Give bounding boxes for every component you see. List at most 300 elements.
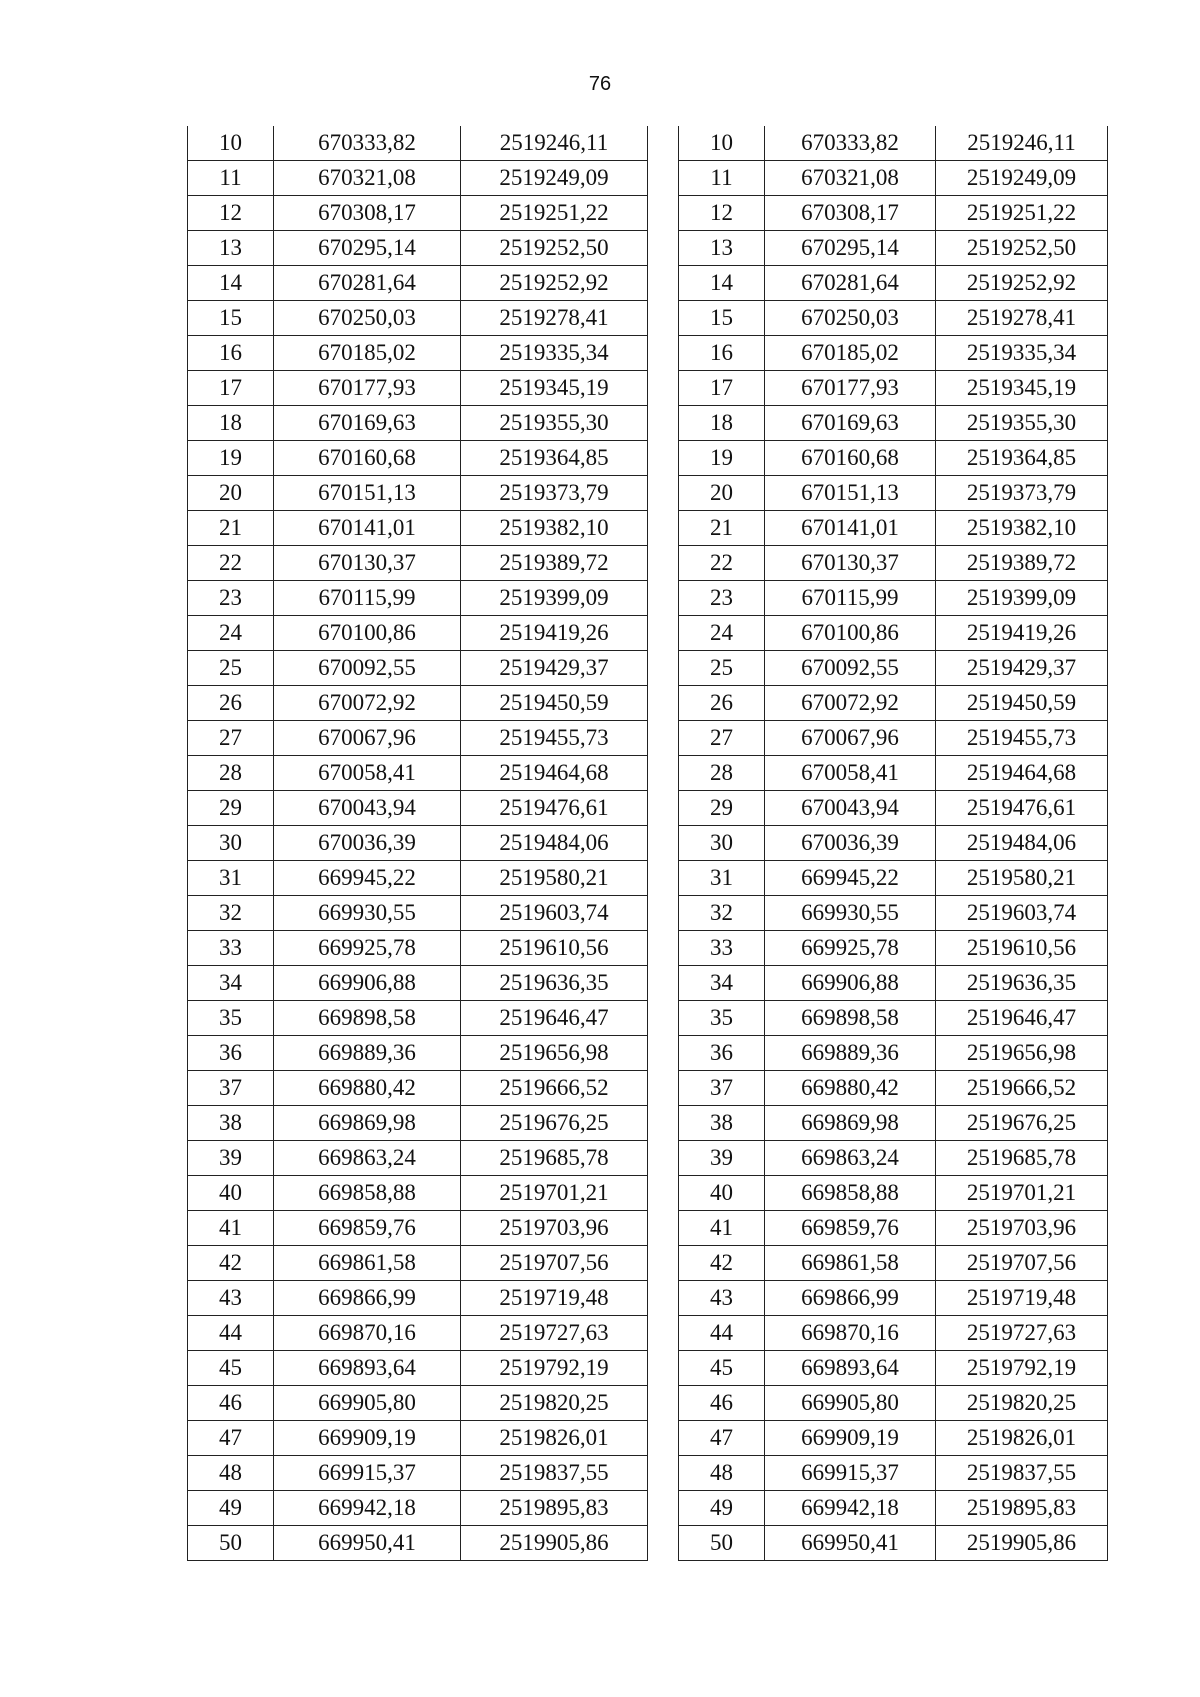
- x-coordinate-cell: 669889,36: [765, 1036, 936, 1071]
- x-coordinate-cell: 670092,55: [274, 651, 461, 686]
- point-number-cell: 31: [679, 861, 765, 896]
- x-coordinate-cell: 669861,58: [765, 1246, 936, 1281]
- table-row: [679, 1001, 1108, 1036]
- y-coordinate-cell: 2519580,21: [936, 861, 1108, 896]
- point-number-cell: 19: [679, 441, 765, 476]
- table-row: [188, 1351, 648, 1386]
- y-coordinate-cell: 2519685,78: [936, 1141, 1108, 1176]
- point-number-cell: 23: [188, 581, 274, 616]
- y-coordinate-cell: 2519455,73: [936, 721, 1108, 756]
- table-row: [188, 196, 648, 231]
- point-number-cell: 36: [679, 1036, 765, 1071]
- table-row: [188, 406, 648, 441]
- y-coordinate-cell: 2519719,48: [936, 1281, 1108, 1316]
- x-coordinate-cell: 669942,18: [274, 1491, 461, 1526]
- y-coordinate-cell: 2519484,06: [461, 826, 648, 861]
- table-row: [679, 616, 1108, 651]
- table-row: [188, 1386, 648, 1421]
- table-row: [679, 896, 1108, 931]
- y-coordinate-cell: 2519355,30: [461, 406, 648, 441]
- table-row: [679, 931, 1108, 966]
- x-coordinate-cell: 669861,58: [274, 1246, 461, 1281]
- y-coordinate-cell: 2519707,56: [461, 1246, 648, 1281]
- x-coordinate-cell: 670141,01: [274, 511, 461, 546]
- y-coordinate-cell: 2519484,06: [936, 826, 1108, 861]
- point-number-cell: 45: [188, 1351, 274, 1386]
- x-coordinate-cell: 669893,64: [274, 1351, 461, 1386]
- y-coordinate-cell: 2519727,63: [461, 1316, 648, 1351]
- table-row: [679, 791, 1108, 826]
- point-number-cell: 40: [188, 1176, 274, 1211]
- y-coordinate-cell: 2519476,61: [461, 791, 648, 826]
- y-coordinate-cell: 2519905,86: [461, 1526, 648, 1561]
- y-coordinate-cell: 2519610,56: [936, 931, 1108, 966]
- y-coordinate-cell: 2519837,55: [461, 1456, 648, 1491]
- y-coordinate-cell: 2519826,01: [936, 1421, 1108, 1456]
- y-coordinate-cell: 2519335,34: [461, 336, 648, 371]
- x-coordinate-cell: 669870,16: [274, 1316, 461, 1351]
- y-coordinate-cell: 2519389,72: [461, 546, 648, 581]
- point-number-cell: 43: [188, 1281, 274, 1316]
- table-row: [679, 1386, 1108, 1421]
- x-coordinate-cell: 669915,37: [765, 1456, 936, 1491]
- table-row: [679, 511, 1108, 546]
- x-coordinate-cell: 670067,96: [765, 721, 936, 756]
- table-row: [188, 231, 648, 266]
- point-number-cell: 45: [679, 1351, 765, 1386]
- point-number-cell: 49: [679, 1491, 765, 1526]
- point-number-cell: 46: [188, 1386, 274, 1421]
- table-row: [188, 651, 648, 686]
- y-coordinate-cell: 2519685,78: [461, 1141, 648, 1176]
- y-coordinate-cell: 2519636,35: [461, 966, 648, 1001]
- x-coordinate-cell: 670043,94: [274, 791, 461, 826]
- table-row: [188, 1141, 648, 1176]
- y-coordinate-cell: 2519335,34: [936, 336, 1108, 371]
- x-coordinate-cell: 669925,78: [274, 931, 461, 966]
- y-coordinate-cell: 2519905,86: [936, 1526, 1108, 1561]
- table-row: [679, 336, 1108, 371]
- x-coordinate-cell: 669909,19: [274, 1421, 461, 1456]
- x-coordinate-cell: 670036,39: [274, 826, 461, 861]
- point-number-cell: 17: [679, 371, 765, 406]
- y-coordinate-cell: 2519666,52: [936, 1071, 1108, 1106]
- y-coordinate-cell: 2519251,22: [936, 196, 1108, 231]
- point-number-cell: 42: [679, 1246, 765, 1281]
- x-coordinate-cell: 669870,16: [765, 1316, 936, 1351]
- x-coordinate-cell: 670130,37: [274, 546, 461, 581]
- table-row: [188, 896, 648, 931]
- y-coordinate-cell: 2519719,48: [461, 1281, 648, 1316]
- x-coordinate-cell: 669945,22: [765, 861, 936, 896]
- table-row: [188, 1491, 648, 1526]
- page-number: 76: [588, 73, 612, 95]
- point-number-cell: 12: [188, 196, 274, 231]
- table-row: [188, 931, 648, 966]
- table-row: [188, 1211, 648, 1246]
- point-number-cell: 28: [679, 756, 765, 791]
- y-coordinate-cell: 2519464,68: [936, 756, 1108, 791]
- point-number-cell: 47: [679, 1421, 765, 1456]
- point-number-cell: 44: [679, 1316, 765, 1351]
- y-coordinate-cell: 2519278,41: [461, 301, 648, 336]
- point-number-cell: 29: [188, 791, 274, 826]
- point-number-cell: 33: [679, 931, 765, 966]
- y-coordinate-cell: 2519429,37: [936, 651, 1108, 686]
- y-coordinate-cell: 2519656,98: [461, 1036, 648, 1071]
- x-coordinate-cell: 670092,55: [765, 651, 936, 686]
- y-coordinate-cell: 2519345,19: [461, 371, 648, 406]
- point-number-cell: 15: [679, 301, 765, 336]
- point-number-cell: 29: [679, 791, 765, 826]
- y-coordinate-cell: 2519455,73: [461, 721, 648, 756]
- y-coordinate-cell: 2519476,61: [936, 791, 1108, 826]
- y-coordinate-cell: 2519419,26: [461, 616, 648, 651]
- point-number-cell: 46: [679, 1386, 765, 1421]
- point-number-cell: 43: [679, 1281, 765, 1316]
- x-coordinate-cell: 669905,80: [274, 1386, 461, 1421]
- table-row: [188, 1036, 648, 1071]
- x-coordinate-cell: 669905,80: [765, 1386, 936, 1421]
- table-row: [188, 791, 648, 826]
- x-coordinate-cell: 670072,92: [274, 686, 461, 721]
- point-number-cell: 48: [679, 1456, 765, 1491]
- x-coordinate-cell: 669925,78: [765, 931, 936, 966]
- table-row: [679, 301, 1108, 336]
- x-coordinate-cell: 669942,18: [765, 1491, 936, 1526]
- table-row: [679, 266, 1108, 301]
- x-coordinate-cell: 670169,63: [765, 406, 936, 441]
- point-number-cell: 49: [188, 1491, 274, 1526]
- table-row: [679, 1071, 1108, 1106]
- y-coordinate-cell: 2519419,26: [936, 616, 1108, 651]
- y-coordinate-cell: 2519703,96: [461, 1211, 648, 1246]
- coordinates-table-right: [678, 126, 1108, 1561]
- point-number-cell: 47: [188, 1421, 274, 1456]
- table-row: [188, 966, 648, 1001]
- table-row: [679, 1421, 1108, 1456]
- y-coordinate-cell: 2519636,35: [936, 966, 1108, 1001]
- x-coordinate-cell: 669880,42: [274, 1071, 461, 1106]
- table-row: [679, 1456, 1108, 1491]
- y-coordinate-cell: 2519820,25: [936, 1386, 1108, 1421]
- table-row: [679, 1176, 1108, 1211]
- table-row: [679, 196, 1108, 231]
- table-row: [188, 1176, 648, 1211]
- point-number-cell: 50: [188, 1526, 274, 1561]
- point-number-cell: 18: [679, 406, 765, 441]
- x-coordinate-cell: 669950,41: [765, 1526, 936, 1561]
- x-coordinate-cell: 670130,37: [765, 546, 936, 581]
- y-coordinate-cell: 2519676,25: [461, 1106, 648, 1141]
- y-coordinate-cell: 2519666,52: [461, 1071, 648, 1106]
- x-coordinate-cell: 670308,17: [274, 196, 461, 231]
- y-coordinate-cell: 2519246,11: [461, 126, 648, 161]
- x-coordinate-cell: 669866,99: [274, 1281, 461, 1316]
- y-coordinate-cell: 2519610,56: [461, 931, 648, 966]
- point-number-cell: 21: [679, 511, 765, 546]
- y-coordinate-cell: 2519464,68: [461, 756, 648, 791]
- coordinates-table-left: [187, 126, 648, 1561]
- point-number-cell: 19: [188, 441, 274, 476]
- table-row: [188, 861, 648, 896]
- x-coordinate-cell: 670100,86: [274, 616, 461, 651]
- y-coordinate-cell: 2519895,83: [461, 1491, 648, 1526]
- coordinates-table-right-body: [679, 126, 1108, 1561]
- x-coordinate-cell: 670185,02: [765, 336, 936, 371]
- table-row: [188, 511, 648, 546]
- table-row: [679, 756, 1108, 791]
- table-row: [188, 756, 648, 791]
- x-coordinate-cell: 670177,93: [765, 371, 936, 406]
- point-number-cell: 37: [679, 1071, 765, 1106]
- x-coordinate-cell: 670333,82: [274, 126, 461, 161]
- y-coordinate-cell: 2519252,92: [936, 266, 1108, 301]
- x-coordinate-cell: 669893,64: [765, 1351, 936, 1386]
- table-row: [188, 1001, 648, 1036]
- x-coordinate-cell: 670115,99: [765, 581, 936, 616]
- y-coordinate-cell: 2519701,21: [461, 1176, 648, 1211]
- table-row: [188, 1106, 648, 1141]
- point-number-cell: 32: [679, 896, 765, 931]
- y-coordinate-cell: 2519646,47: [936, 1001, 1108, 1036]
- y-coordinate-cell: 2519251,22: [461, 196, 648, 231]
- y-coordinate-cell: 2519603,74: [461, 896, 648, 931]
- y-coordinate-cell: 2519399,09: [461, 581, 648, 616]
- x-coordinate-cell: 670160,68: [765, 441, 936, 476]
- point-number-cell: 35: [679, 1001, 765, 1036]
- point-number-cell: 31: [188, 861, 274, 896]
- y-coordinate-cell: 2519252,50: [936, 231, 1108, 266]
- point-number-cell: 39: [188, 1141, 274, 1176]
- table-row: [188, 1246, 648, 1281]
- point-number-cell: 41: [679, 1211, 765, 1246]
- table-row: [679, 1036, 1108, 1071]
- x-coordinate-cell: 670321,08: [765, 161, 936, 196]
- x-coordinate-cell: 669930,55: [274, 896, 461, 931]
- point-number-cell: 50: [679, 1526, 765, 1561]
- x-coordinate-cell: 670058,41: [274, 756, 461, 791]
- table-row: [188, 161, 648, 196]
- x-coordinate-cell: 670295,14: [765, 231, 936, 266]
- y-coordinate-cell: 2519382,10: [461, 511, 648, 546]
- point-number-cell: 11: [188, 161, 274, 196]
- point-number-cell: 39: [679, 1141, 765, 1176]
- table-row: [188, 336, 648, 371]
- table-row: [679, 686, 1108, 721]
- point-number-cell: 26: [679, 686, 765, 721]
- x-coordinate-cell: 669909,19: [765, 1421, 936, 1456]
- point-number-cell: 37: [188, 1071, 274, 1106]
- x-coordinate-cell: 669906,88: [765, 966, 936, 1001]
- x-coordinate-cell: 669930,55: [765, 896, 936, 931]
- table-row: [679, 826, 1108, 861]
- table-row: [188, 581, 648, 616]
- y-coordinate-cell: 2519450,59: [461, 686, 648, 721]
- x-coordinate-cell: 670308,17: [765, 196, 936, 231]
- table-row: [188, 1281, 648, 1316]
- x-coordinate-cell: 670072,92: [765, 686, 936, 721]
- point-number-cell: 13: [188, 231, 274, 266]
- table-row: [679, 441, 1108, 476]
- point-number-cell: 10: [188, 126, 274, 161]
- x-coordinate-cell: 670169,63: [274, 406, 461, 441]
- y-coordinate-cell: 2519792,19: [461, 1351, 648, 1386]
- point-number-cell: 16: [188, 336, 274, 371]
- y-coordinate-cell: 2519373,79: [461, 476, 648, 511]
- point-number-cell: 15: [188, 301, 274, 336]
- x-coordinate-cell: 669866,99: [765, 1281, 936, 1316]
- y-coordinate-cell: 2519701,21: [936, 1176, 1108, 1211]
- y-coordinate-cell: 2519399,09: [936, 581, 1108, 616]
- table-row: [188, 266, 648, 301]
- point-number-cell: 41: [188, 1211, 274, 1246]
- y-coordinate-cell: 2519278,41: [936, 301, 1108, 336]
- x-coordinate-cell: 669859,76: [765, 1211, 936, 1246]
- x-coordinate-cell: 670036,39: [765, 826, 936, 861]
- x-coordinate-cell: 670115,99: [274, 581, 461, 616]
- y-coordinate-cell: 2519249,09: [936, 161, 1108, 196]
- point-number-cell: 22: [188, 546, 274, 581]
- x-coordinate-cell: 670100,86: [765, 616, 936, 651]
- table-row: [188, 476, 648, 511]
- x-coordinate-cell: 669869,98: [765, 1106, 936, 1141]
- y-coordinate-cell: 2519646,47: [461, 1001, 648, 1036]
- y-coordinate-cell: 2519656,98: [936, 1036, 1108, 1071]
- x-coordinate-cell: 669950,41: [274, 1526, 461, 1561]
- x-coordinate-cell: 669945,22: [274, 861, 461, 896]
- x-coordinate-cell: 670185,02: [274, 336, 461, 371]
- y-coordinate-cell: 2519355,30: [936, 406, 1108, 441]
- y-coordinate-cell: 2519252,92: [461, 266, 648, 301]
- table-row: [679, 406, 1108, 441]
- point-number-cell: 28: [188, 756, 274, 791]
- point-number-cell: 21: [188, 511, 274, 546]
- y-coordinate-cell: 2519895,83: [936, 1491, 1108, 1526]
- x-coordinate-cell: 670250,03: [274, 301, 461, 336]
- y-coordinate-cell: 2519429,37: [461, 651, 648, 686]
- table-row: [679, 546, 1108, 581]
- table-row: [679, 651, 1108, 686]
- x-coordinate-cell: 669863,24: [765, 1141, 936, 1176]
- y-coordinate-cell: 2519364,85: [936, 441, 1108, 476]
- y-coordinate-cell: 2519703,96: [936, 1211, 1108, 1246]
- x-coordinate-cell: 670281,64: [274, 266, 461, 301]
- table-row: [188, 441, 648, 476]
- table-row: [188, 546, 648, 581]
- table-row: [679, 1211, 1108, 1246]
- y-coordinate-cell: 2519382,10: [936, 511, 1108, 546]
- point-number-cell: 32: [188, 896, 274, 931]
- y-coordinate-cell: 2519450,59: [936, 686, 1108, 721]
- table-row: [188, 1421, 648, 1456]
- y-coordinate-cell: 2519603,74: [936, 896, 1108, 931]
- point-number-cell: 25: [188, 651, 274, 686]
- table-row: [679, 966, 1108, 1001]
- x-coordinate-cell: 669858,88: [765, 1176, 936, 1211]
- point-number-cell: 36: [188, 1036, 274, 1071]
- point-number-cell: 17: [188, 371, 274, 406]
- point-number-cell: 40: [679, 1176, 765, 1211]
- table-row: [679, 476, 1108, 511]
- y-coordinate-cell: 2519389,72: [936, 546, 1108, 581]
- point-number-cell: 25: [679, 651, 765, 686]
- x-coordinate-cell: 670321,08: [274, 161, 461, 196]
- point-number-cell: 20: [679, 476, 765, 511]
- y-coordinate-cell: 2519373,79: [936, 476, 1108, 511]
- point-number-cell: 33: [188, 931, 274, 966]
- table-row: [679, 1526, 1108, 1561]
- point-number-cell: 12: [679, 196, 765, 231]
- y-coordinate-cell: 2519837,55: [936, 1456, 1108, 1491]
- x-coordinate-cell: 669898,58: [765, 1001, 936, 1036]
- table-row: [679, 126, 1108, 161]
- table-row: [679, 1491, 1108, 1526]
- table-row: [188, 686, 648, 721]
- table-row: [679, 721, 1108, 756]
- y-coordinate-cell: 2519364,85: [461, 441, 648, 476]
- point-number-cell: 44: [188, 1316, 274, 1351]
- table-row: [679, 231, 1108, 266]
- point-number-cell: 23: [679, 581, 765, 616]
- table-row: [679, 1281, 1108, 1316]
- y-coordinate-cell: 2519252,50: [461, 231, 648, 266]
- table-row: [188, 1316, 648, 1351]
- table-row: [679, 161, 1108, 196]
- x-coordinate-cell: 670177,93: [274, 371, 461, 406]
- x-coordinate-cell: 669915,37: [274, 1456, 461, 1491]
- x-coordinate-cell: 669858,88: [274, 1176, 461, 1211]
- x-coordinate-cell: 669889,36: [274, 1036, 461, 1071]
- point-number-cell: 20: [188, 476, 274, 511]
- x-coordinate-cell: 670250,03: [765, 301, 936, 336]
- point-number-cell: 27: [679, 721, 765, 756]
- y-coordinate-cell: 2519580,21: [461, 861, 648, 896]
- point-number-cell: 48: [188, 1456, 274, 1491]
- table-row: [679, 581, 1108, 616]
- point-number-cell: 38: [188, 1106, 274, 1141]
- point-number-cell: 34: [188, 966, 274, 1001]
- y-coordinate-cell: 2519345,19: [936, 371, 1108, 406]
- x-coordinate-cell: 670333,82: [765, 126, 936, 161]
- y-coordinate-cell: 2519727,63: [936, 1316, 1108, 1351]
- x-coordinate-cell: 670151,13: [765, 476, 936, 511]
- table-row: [679, 1141, 1108, 1176]
- point-number-cell: 24: [679, 616, 765, 651]
- table-row: [188, 1071, 648, 1106]
- point-number-cell: 24: [188, 616, 274, 651]
- point-number-cell: 16: [679, 336, 765, 371]
- point-number-cell: 22: [679, 546, 765, 581]
- table-row: [188, 826, 648, 861]
- point-number-cell: 42: [188, 1246, 274, 1281]
- point-number-cell: 26: [188, 686, 274, 721]
- table-row: [188, 126, 648, 161]
- table-row: [188, 371, 648, 406]
- table-row: [188, 1456, 648, 1491]
- y-coordinate-cell: 2519249,09: [461, 161, 648, 196]
- x-coordinate-cell: 670151,13: [274, 476, 461, 511]
- table-row: [679, 1316, 1108, 1351]
- table-row: [188, 721, 648, 756]
- x-coordinate-cell: 669869,98: [274, 1106, 461, 1141]
- x-coordinate-cell: 669863,24: [274, 1141, 461, 1176]
- y-coordinate-cell: 2519792,19: [936, 1351, 1108, 1386]
- y-coordinate-cell: 2519246,11: [936, 126, 1108, 161]
- y-coordinate-cell: 2519676,25: [936, 1106, 1108, 1141]
- x-coordinate-cell: 670281,64: [765, 266, 936, 301]
- point-number-cell: 18: [188, 406, 274, 441]
